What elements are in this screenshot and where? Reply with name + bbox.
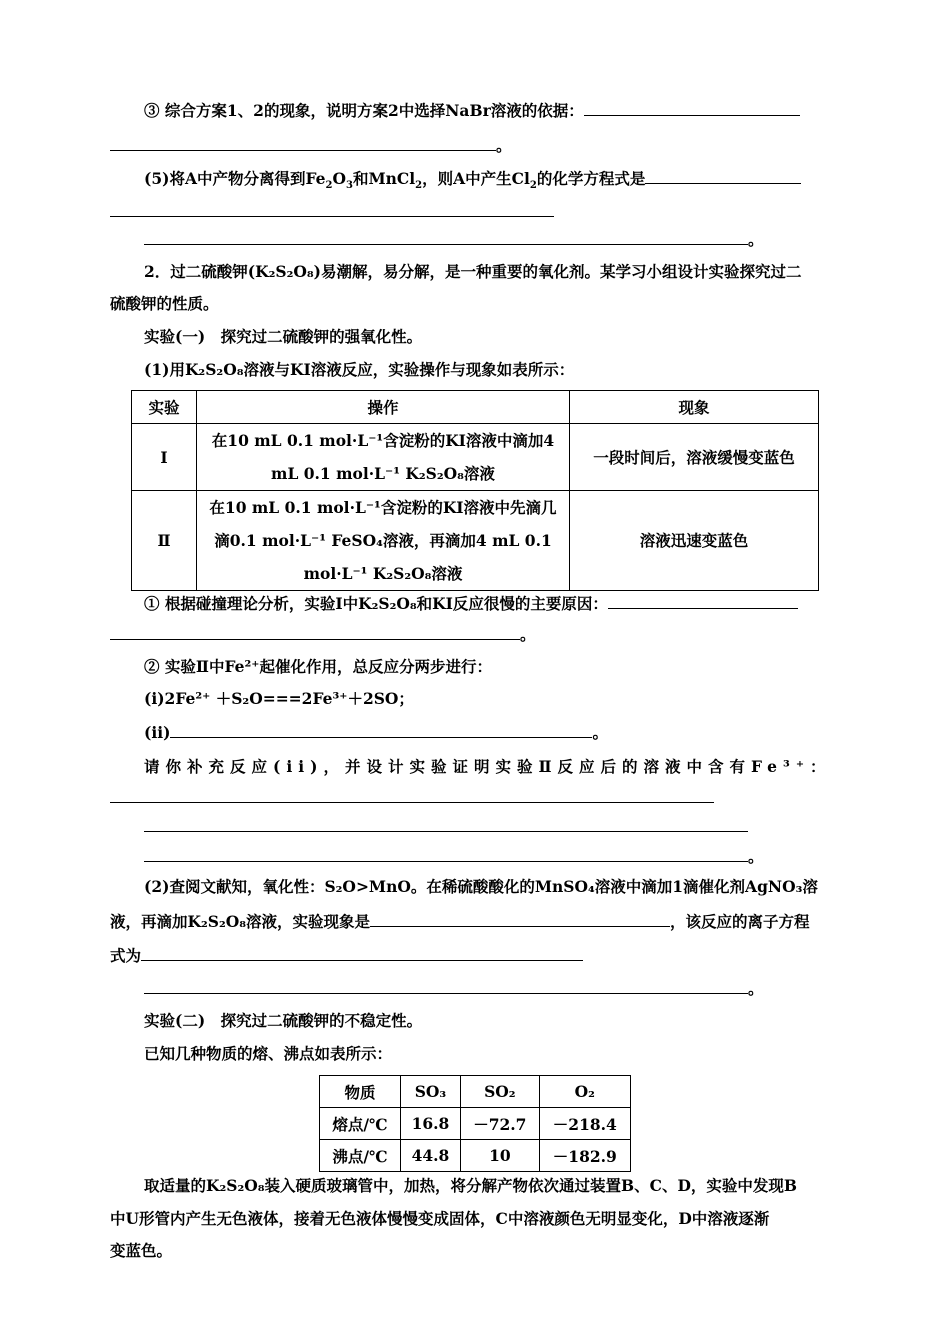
table-row: 熔点/℃ 16.8 －72.7 －218.4 [320,1108,631,1140]
q3-text: ③ 综合方案1、2的现象，说明方案2中选择NaBr溶液的依据： [144,101,584,120]
table-row: 沸点/℃ 44.8 10 －182.9 [320,1140,631,1172]
supplement-blank-3: 。 [144,845,842,868]
p2-line-1: 2．过二硫酸钾(K₂S₂O₈)易潮解，易分解，是一种重要的氧化剂。某学习小组设计实验探究过二 [144,262,802,281]
answer-blank [370,910,670,927]
step-i: (i)2Fe²⁺ ＋S₂O===2Fe³⁺＋2SO； [144,689,414,708]
table-header-row: 实验 操作 现象 [132,391,819,424]
final-line-2: 中U形管内产生无色液体，接着无色液体慢慢变成固体，C中溶液颜色无明显变化，D中溶液逐渐 [110,1209,770,1228]
q5-line: (5)将A中产物分离得到$Fe_2O_3$和MnCl$_2$，则A中产生$Cl_2$的化学方程式是 [144,167,842,190]
final-line-1: 取适量的K₂S₂O₈装入硬质玻璃管中，加热，将分解产物依次通过装置B、C、D，实验中发现B [144,1176,798,1195]
exp1-title: 实验(一) 探究过二硫酸钾的强氧化性。 [144,327,423,346]
exp2-intro: 已知几种物质的熔、沸点如表所示： [144,1044,393,1063]
supplement-line: 请你补充反应(ii)，并设计实验证明实验Ⅱ反应后的溶液中含有Fe³⁺： [144,757,832,776]
answer-blank [144,845,748,862]
answer-blank [170,721,592,738]
q1-2-line: ② 实验Ⅱ中Fe²⁺起催化作用，总反应分两步进行： [144,657,492,676]
answer-blank [144,815,748,832]
answer-blank [110,623,520,640]
table-row: Ⅱ 在10 mL 0.1 mol·L⁻¹含淀粉的KI溶液中先滴几 滴0.1 mol·L⁻¹ FeSO₄溶液，再滴加4 mL 0.1 mol·L⁻¹ K₂S₂O₈溶液 溶液迅速变蓝色 [132,491,819,591]
q1-1-line-2: 。 [110,623,842,646]
table-row: Ⅰ 在10 mL 0.1 mol·L⁻¹含淀粉的KI溶液中滴加4 mL 0.1 mol·L⁻¹ K₂S₂O₈溶液 一段时间后，溶液缓慢变蓝色 [132,424,819,491]
q1-1-line: ① 根据碰撞理论分析，实验Ⅰ中K₂S₂O₈和KI反应很慢的主要原因： [144,592,842,615]
q5-line-2 [110,200,842,223]
step-ii: (ii) 。 [144,723,608,742]
answer-blank [645,167,801,184]
answer-blank [584,99,800,116]
experiment-table [131,390,819,591]
q2-line-4: 。 [144,977,842,1000]
table-header-row: 物质 SO₃ SO₂ O₂ [320,1076,631,1108]
q2-line-2: 液，再滴加K₂S₂O₈溶液，实验现象是 ，该反应的离子方程 [110,912,810,931]
melting-boiling-table [319,1075,631,1172]
answer-blank [110,200,554,217]
exp1-q1: (1)用K₂S₂O₈溶液与KI溶液反应，实验操作与现象如表所示： [144,360,575,379]
p2-line-2: 硫酸钾的性质。 [110,294,219,313]
answer-blank [110,786,714,803]
final-line-3: 变蓝色。 [110,1241,173,1260]
answer-blank [141,944,583,961]
supplement-blank-2 [144,815,842,838]
answer-blank [608,592,798,609]
answer-blank [144,977,748,994]
q2-line-3: 式为 [110,944,842,967]
answer-blank [144,228,748,245]
q2-line-1: (2)查阅文献知，氧化性：S₂O>MnO。在稀硫酸酸化的MnSO₄溶液中滴加1滴催化剂AgNO₃溶 [144,877,818,896]
q5-line-3: 。 [144,228,842,251]
supplement-blank-1 [110,786,842,809]
answer-blank [110,134,496,151]
q3-line [144,99,842,122]
q3-line-2: 。 [110,134,842,157]
exp2-title: 实验(二) 探究过二硫酸钾的不稳定性。 [144,1011,423,1030]
